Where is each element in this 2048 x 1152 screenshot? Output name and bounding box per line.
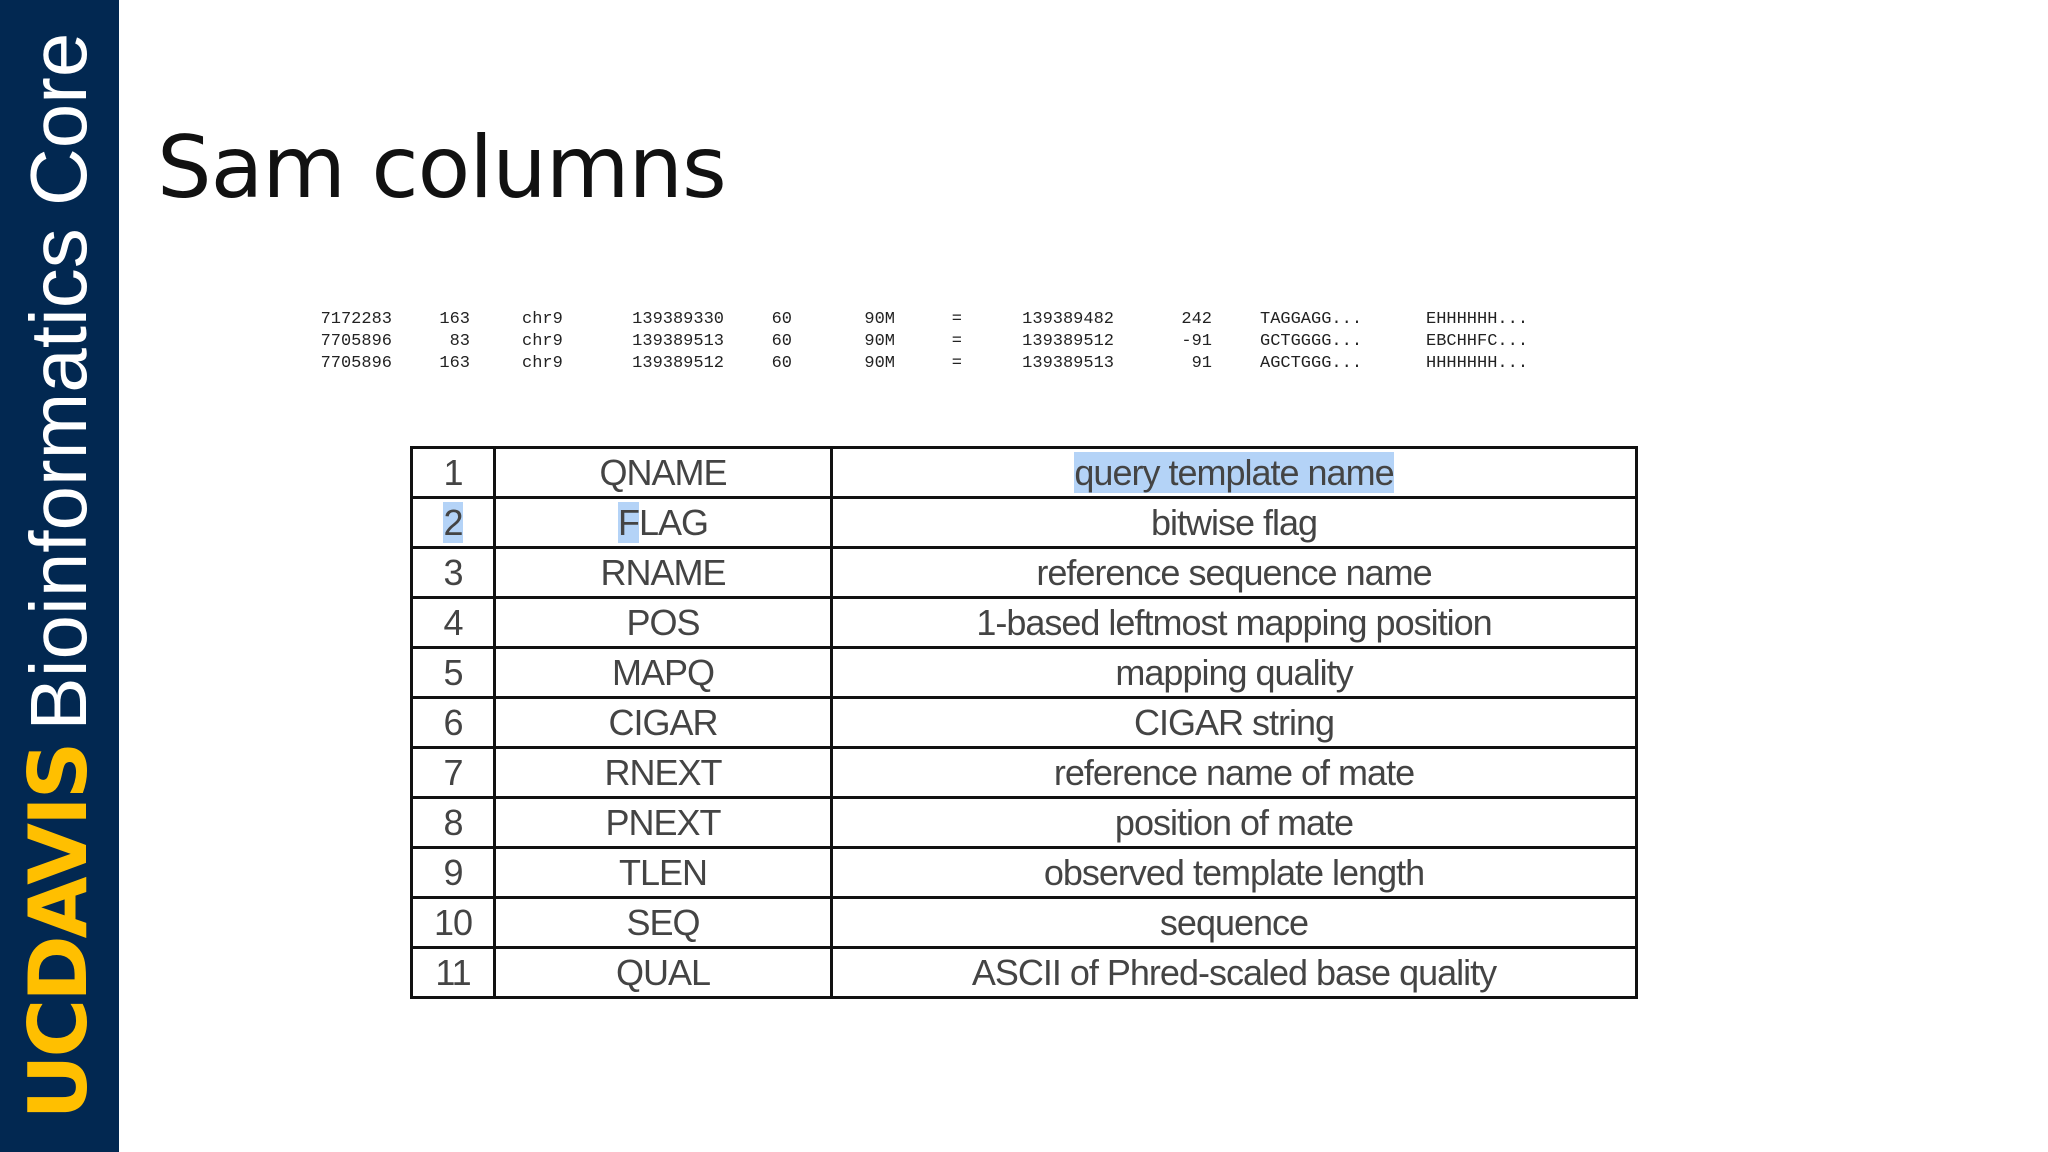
sam-example-records <box>300 310 1560 376</box>
sam-field: chr9 <box>522 332 563 351</box>
column-number: 7 <box>412 748 495 798</box>
column-name: POS <box>495 598 832 648</box>
sam-field: 83 <box>449 332 470 351</box>
logo-davis: DAVIS <box>12 744 105 1002</box>
table-row <box>412 598 1637 648</box>
column-description: mapping quality <box>832 648 1637 698</box>
table-row <box>412 698 1637 748</box>
column-description: reference sequence name <box>832 548 1637 598</box>
sam-field: 90M <box>864 354 895 373</box>
column-number <box>412 498 495 548</box>
sidebar-banner <box>0 0 119 1152</box>
table-row <box>412 798 1637 848</box>
column-number: 10 <box>412 898 495 948</box>
slide-title: Sam columns <box>157 118 726 218</box>
table-row <box>412 548 1637 598</box>
sam-field: 139389512 <box>632 354 724 373</box>
column-number: 1 <box>412 448 495 498</box>
sam-field: = <box>951 310 962 329</box>
flag-name-text <box>618 502 708 543</box>
selected-text[interactable]: 2 <box>443 501 463 543</box>
table-row <box>412 748 1637 798</box>
sam-record-row <box>300 310 1560 332</box>
column-number: 3 <box>412 548 495 598</box>
sam-record-row <box>300 354 1560 376</box>
sam-field: = <box>951 354 962 373</box>
sam-field: 163 <box>439 354 470 373</box>
sam-field: HHHHHHH... <box>1426 354 1529 373</box>
ucdavis-logo <box>12 32 105 1120</box>
sam-field: 139389513 <box>632 332 724 351</box>
sam-field: 91 <box>1191 354 1212 373</box>
sam-field: chr9 <box>522 310 563 329</box>
table-row <box>412 948 1637 998</box>
sam-field: 139389513 <box>1022 354 1114 373</box>
column-name: RNAME <box>495 548 832 598</box>
sam-field: 163 <box>439 310 470 329</box>
table-row <box>412 498 1637 548</box>
column-description: reference name of mate <box>832 748 1637 798</box>
sam-field: 242 <box>1181 310 1212 329</box>
sam-field: -91 <box>1181 332 1212 351</box>
logo-uc: UC <box>12 1001 105 1120</box>
sam-field: 7172283 <box>320 310 392 329</box>
sam-field: TAGGAGG... <box>1260 310 1363 329</box>
sam-field: 139389330 <box>632 310 724 329</box>
sam-field: = <box>951 332 962 351</box>
column-name: CIGAR <box>495 698 832 748</box>
column-number: 6 <box>412 698 495 748</box>
sam-field: 139389512 <box>1022 332 1114 351</box>
column-description: position of mate <box>832 798 1637 848</box>
column-number: 8 <box>412 798 495 848</box>
column-name: RNEXT <box>495 748 832 798</box>
sam-field: 90M <box>864 310 895 329</box>
column-number: 5 <box>412 648 495 698</box>
sam-field: 7705896 <box>320 354 392 373</box>
column-name: PNEXT <box>495 798 832 848</box>
column-name: QUAL <box>495 948 832 998</box>
selected-text[interactable]: F <box>617 501 639 543</box>
column-description: CIGAR string <box>832 698 1637 748</box>
selected-text[interactable]: query template name <box>1074 451 1394 493</box>
sam-record-row <box>300 332 1560 354</box>
column-name: MAPQ <box>495 648 832 698</box>
column-description <box>832 448 1637 498</box>
column-number: 9 <box>412 848 495 898</box>
column-description: ASCII of Phred-scaled base quality <box>832 948 1637 998</box>
column-name: QNAME <box>495 448 832 498</box>
table-row <box>412 648 1637 698</box>
sam-field: 90M <box>864 332 895 351</box>
sam-field: GCTGGGG... <box>1260 332 1363 351</box>
sam-field: AGCTGGG... <box>1260 354 1363 373</box>
column-name <box>495 498 832 548</box>
column-name: SEQ <box>495 898 832 948</box>
table-row <box>412 448 1637 498</box>
column-name: TLEN <box>495 848 832 898</box>
sam-field: chr9 <box>522 354 563 373</box>
sam-field: 60 <box>771 332 792 351</box>
sam-field: 7705896 <box>320 332 392 351</box>
sam-field: 60 <box>771 310 792 329</box>
sam-field: EBCHHFC... <box>1426 332 1529 351</box>
column-number: 4 <box>412 598 495 648</box>
column-description: observed template length <box>832 848 1637 898</box>
sam-columns-table <box>410 446 1638 999</box>
table-row <box>412 848 1637 898</box>
column-description: 1-based leftmost mapping position <box>832 598 1637 648</box>
sam-field: EHHHHHH... <box>1426 310 1529 329</box>
column-number: 11 <box>412 948 495 998</box>
column-description: bitwise flag <box>832 498 1637 548</box>
column-description: sequence <box>832 898 1637 948</box>
logo-bioinformatics-core: Bioinformatics Core <box>14 32 103 731</box>
sam-field: 60 <box>771 354 792 373</box>
sam-field: 139389482 <box>1022 310 1114 329</box>
flag-name-rest: LAG <box>638 501 709 543</box>
table-row <box>412 898 1637 948</box>
